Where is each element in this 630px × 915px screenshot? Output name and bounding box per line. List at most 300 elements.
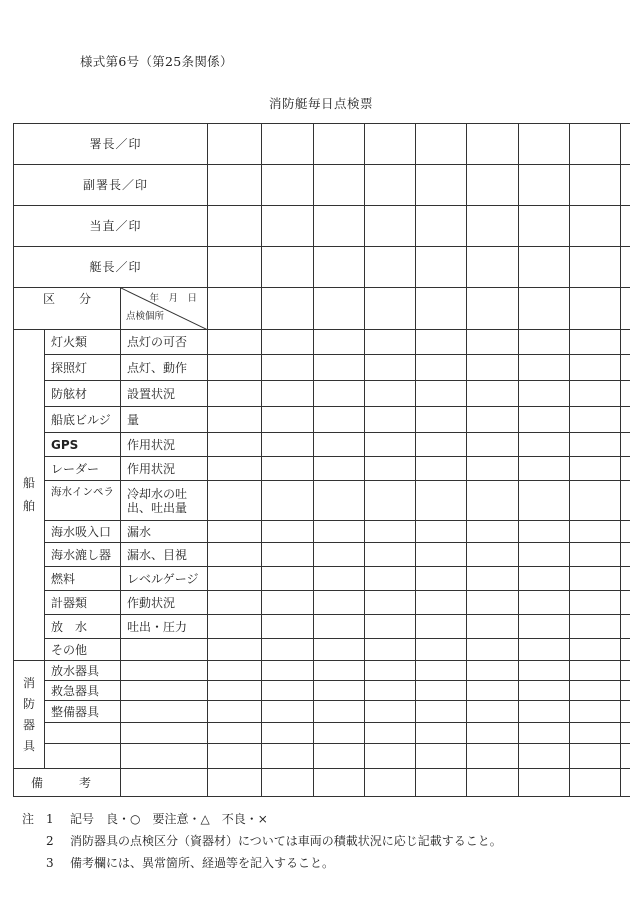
day-cell[interactable] bbox=[314, 723, 365, 744]
day-cell[interactable] bbox=[467, 639, 519, 661]
day-cell[interactable] bbox=[416, 433, 467, 457]
day-cell[interactable] bbox=[570, 701, 621, 723]
day-cell[interactable] bbox=[570, 381, 621, 407]
day-cell[interactable] bbox=[519, 744, 570, 769]
equipment-item-row bbox=[14, 744, 630, 769]
day-cell[interactable] bbox=[365, 567, 416, 591]
day-cell[interactable] bbox=[365, 381, 416, 407]
day-cell[interactable] bbox=[621, 744, 630, 769]
remarks-cell[interactable] bbox=[121, 769, 208, 797]
day-cell[interactable] bbox=[314, 206, 365, 247]
day-cell[interactable] bbox=[262, 701, 314, 723]
check-point: 点灯の可否 bbox=[121, 330, 208, 355]
day-cell[interactable] bbox=[262, 723, 314, 744]
ship-item-row bbox=[14, 381, 630, 407]
day-cell[interactable] bbox=[519, 165, 570, 206]
day-cell[interactable] bbox=[365, 330, 416, 355]
day-cell[interactable] bbox=[208, 355, 262, 381]
day-cell[interactable] bbox=[314, 381, 365, 407]
day-cell[interactable] bbox=[519, 521, 570, 543]
day-cell[interactable] bbox=[416, 543, 467, 567]
notes bbox=[22, 808, 502, 874]
day-cell[interactable] bbox=[570, 591, 621, 615]
day-cell[interactable] bbox=[416, 381, 467, 407]
day-cell[interactable] bbox=[621, 288, 630, 330]
day-cell[interactable] bbox=[416, 206, 467, 247]
ship-item-row bbox=[14, 407, 630, 433]
day-cell[interactable] bbox=[519, 701, 570, 723]
note-row bbox=[22, 852, 502, 874]
section-equipment bbox=[14, 661, 45, 769]
day-cell[interactable] bbox=[314, 615, 365, 639]
day-cell[interactable] bbox=[467, 567, 519, 591]
approver-label-text: 副署長／印 bbox=[83, 178, 149, 192]
day-cell[interactable] bbox=[262, 330, 314, 355]
day-cell[interactable] bbox=[208, 206, 262, 247]
ship-item-row bbox=[14, 521, 630, 543]
day-cell[interactable] bbox=[519, 124, 570, 165]
day-cell[interactable] bbox=[467, 206, 519, 247]
check-point: 漏水 bbox=[121, 521, 208, 543]
day-cell[interactable] bbox=[519, 661, 570, 681]
document-title: 消防艇毎日点検票 bbox=[268, 96, 373, 111]
section-ship bbox=[14, 330, 45, 661]
day-cell[interactable] bbox=[208, 381, 262, 407]
day-cell[interactable] bbox=[208, 247, 262, 288]
day-cell[interactable] bbox=[519, 769, 570, 797]
day-cell[interactable] bbox=[519, 247, 570, 288]
day-cell[interactable] bbox=[416, 481, 467, 521]
day-cell[interactable] bbox=[570, 639, 621, 661]
approval-row bbox=[14, 206, 630, 247]
day-cell[interactable] bbox=[467, 521, 519, 543]
location-header: 点検個所 bbox=[126, 311, 165, 322]
day-cell[interactable] bbox=[262, 288, 314, 330]
day-cell[interactable] bbox=[416, 288, 467, 330]
check-point: 作用状況 bbox=[121, 433, 208, 457]
day-cell[interactable] bbox=[365, 124, 416, 165]
day-cell[interactable] bbox=[467, 543, 519, 567]
day-cell[interactable] bbox=[365, 433, 416, 457]
day-cell[interactable] bbox=[365, 457, 416, 481]
day-cell[interactable] bbox=[314, 433, 365, 457]
day-cell[interactable] bbox=[467, 330, 519, 355]
day-cell[interactable] bbox=[208, 165, 262, 206]
day-cell[interactable] bbox=[621, 615, 630, 639]
approver-label bbox=[14, 124, 208, 165]
day-cell[interactable] bbox=[416, 615, 467, 639]
day-cell[interactable] bbox=[519, 615, 570, 639]
day-cell[interactable] bbox=[208, 457, 262, 481]
day-cell[interactable] bbox=[314, 639, 365, 661]
day-cell[interactable] bbox=[314, 681, 365, 701]
note-text: 消防器具の点検区分（資器材）については車両の積載状況に応じ記載すること。 bbox=[70, 834, 502, 848]
day-cell[interactable] bbox=[570, 661, 621, 681]
section-ship-label bbox=[23, 472, 35, 518]
day-cell[interactable] bbox=[621, 661, 630, 681]
approver-label bbox=[14, 165, 208, 206]
day-cell[interactable] bbox=[467, 701, 519, 723]
kubun-label bbox=[14, 288, 121, 330]
note-row bbox=[22, 830, 502, 852]
day-cell[interactable] bbox=[519, 639, 570, 661]
equipment-name: 救急器具 bbox=[45, 681, 121, 701]
section-char: 器 bbox=[22, 717, 35, 732]
note-number: 1 bbox=[46, 812, 54, 826]
day-cell[interactable] bbox=[467, 591, 519, 615]
day-cell[interactable] bbox=[416, 744, 467, 769]
day-cell[interactable] bbox=[416, 124, 467, 165]
day-cell[interactable] bbox=[570, 744, 621, 769]
item-name: 灯火類 bbox=[45, 330, 121, 355]
day-cell[interactable] bbox=[621, 591, 630, 615]
day-cell[interactable] bbox=[570, 567, 621, 591]
day-cell[interactable] bbox=[467, 165, 519, 206]
ship-item-row bbox=[14, 433, 630, 457]
day-cell[interactable] bbox=[570, 681, 621, 701]
day-cell[interactable] bbox=[365, 355, 416, 381]
day-cell[interactable] bbox=[416, 723, 467, 744]
day-cell[interactable] bbox=[467, 407, 519, 433]
day-cell[interactable] bbox=[621, 723, 630, 744]
day-cell[interactable] bbox=[208, 681, 262, 701]
day-cell[interactable] bbox=[467, 457, 519, 481]
notes-label: 注 bbox=[22, 812, 35, 826]
day-cell[interactable] bbox=[208, 723, 262, 744]
note-number: 3 bbox=[46, 856, 54, 870]
day-cell[interactable] bbox=[365, 543, 416, 567]
day-cell[interactable] bbox=[262, 381, 314, 407]
equipment-item-row bbox=[14, 681, 630, 701]
day-cell[interactable] bbox=[570, 124, 621, 165]
section-equipment-label bbox=[23, 673, 35, 757]
ship-item-row bbox=[14, 591, 630, 615]
check-point: 漏水、目視 bbox=[121, 543, 208, 567]
item-name: 海水吸入口 bbox=[45, 521, 121, 543]
day-cell[interactable] bbox=[314, 521, 365, 543]
day-cell[interactable] bbox=[570, 521, 621, 543]
day-cell[interactable] bbox=[262, 661, 314, 681]
check-point: 冷却水の吐出、吐出量 bbox=[121, 481, 208, 521]
day-cell[interactable] bbox=[262, 433, 314, 457]
check-point: 設置状況 bbox=[121, 381, 208, 407]
day-cell[interactable] bbox=[467, 355, 519, 381]
day-cell[interactable] bbox=[208, 433, 262, 457]
day-cell[interactable] bbox=[262, 521, 314, 543]
item-name: 船底ビルジ bbox=[45, 407, 121, 433]
day-cell[interactable] bbox=[519, 481, 570, 521]
day-cell[interactable] bbox=[519, 288, 570, 330]
day-cell[interactable] bbox=[262, 567, 314, 591]
check-point: レベルゲージ bbox=[121, 567, 208, 591]
day-cell[interactable] bbox=[621, 769, 630, 797]
note-number: 2 bbox=[46, 834, 54, 848]
day-cell[interactable] bbox=[467, 744, 519, 769]
item-name: 燃料 bbox=[45, 567, 121, 591]
equipment-name bbox=[45, 744, 121, 769]
day-cell[interactable] bbox=[570, 543, 621, 567]
day-cell[interactable] bbox=[416, 330, 467, 355]
day-cell[interactable] bbox=[467, 661, 519, 681]
day-cell[interactable] bbox=[365, 661, 416, 681]
section-char: 舶 bbox=[22, 499, 35, 513]
day-cell[interactable] bbox=[416, 639, 467, 661]
item-name: 計器類 bbox=[45, 591, 121, 615]
ship-item-row bbox=[14, 543, 630, 567]
day-cell[interactable] bbox=[519, 407, 570, 433]
day-cell[interactable] bbox=[365, 165, 416, 206]
day-cell[interactable] bbox=[262, 407, 314, 433]
day-cell[interactable] bbox=[621, 206, 630, 247]
day-cell[interactable] bbox=[570, 723, 621, 744]
day-cell[interactable] bbox=[570, 330, 621, 355]
kubun-header-row bbox=[14, 288, 630, 330]
day-cell[interactable] bbox=[365, 407, 416, 433]
day-cell[interactable] bbox=[262, 124, 314, 165]
day-cell[interactable] bbox=[365, 723, 416, 744]
day-cell[interactable] bbox=[519, 543, 570, 567]
approval-row bbox=[14, 124, 630, 165]
day-cell[interactable] bbox=[262, 543, 314, 567]
day-cell[interactable] bbox=[314, 591, 365, 615]
day-cell[interactable] bbox=[570, 481, 621, 521]
day-cell[interactable] bbox=[416, 355, 467, 381]
approver-label bbox=[14, 206, 208, 247]
day-cell[interactable] bbox=[621, 355, 630, 381]
check-point: 量 bbox=[121, 407, 208, 433]
day-cell[interactable] bbox=[570, 407, 621, 433]
note-text: 備考欄には、異常箇所、経過等を記入すること。 bbox=[70, 856, 335, 870]
approver-label bbox=[14, 247, 208, 288]
day-cell[interactable] bbox=[208, 591, 262, 615]
day-cell[interactable] bbox=[416, 407, 467, 433]
day-cell[interactable] bbox=[314, 567, 365, 591]
day-cell[interactable] bbox=[365, 681, 416, 701]
day-cell[interactable] bbox=[519, 567, 570, 591]
day-cell[interactable] bbox=[314, 124, 365, 165]
inspection-table bbox=[13, 123, 630, 797]
day-cell[interactable] bbox=[314, 457, 365, 481]
day-cell[interactable] bbox=[621, 701, 630, 723]
day-cell[interactable] bbox=[262, 681, 314, 701]
day-cell[interactable] bbox=[570, 288, 621, 330]
approver-label-text: 艇長／印 bbox=[89, 260, 142, 274]
day-cell[interactable] bbox=[208, 744, 262, 769]
day-cell[interactable] bbox=[570, 457, 621, 481]
day-cell[interactable] bbox=[519, 355, 570, 381]
day-cell[interactable] bbox=[208, 407, 262, 433]
day-cell[interactable] bbox=[365, 615, 416, 639]
day-cell[interactable] bbox=[621, 247, 630, 288]
day-cell[interactable] bbox=[416, 701, 467, 723]
item-name: GPS bbox=[45, 433, 121, 457]
day-cell[interactable] bbox=[314, 769, 365, 797]
day-cell[interactable] bbox=[208, 769, 262, 797]
day-cell[interactable] bbox=[365, 288, 416, 330]
day-cell[interactable] bbox=[208, 567, 262, 591]
day-cell[interactable] bbox=[208, 330, 262, 355]
day-cell[interactable] bbox=[262, 769, 314, 797]
day-cell[interactable] bbox=[621, 481, 630, 521]
day-cell[interactable] bbox=[621, 639, 630, 661]
form-number: 様式第6号（第25条関係） bbox=[80, 54, 233, 69]
day-cell[interactable] bbox=[208, 521, 262, 543]
ship-item-row bbox=[14, 457, 630, 481]
day-cell[interactable] bbox=[467, 433, 519, 457]
day-cell[interactable] bbox=[621, 165, 630, 206]
ship-item-row bbox=[14, 567, 630, 591]
day-cell[interactable] bbox=[208, 701, 262, 723]
day-cell[interactable] bbox=[314, 543, 365, 567]
day-cell[interactable] bbox=[621, 124, 630, 165]
day-cell[interactable] bbox=[570, 433, 621, 457]
day-cell[interactable] bbox=[262, 639, 314, 661]
day-cell[interactable] bbox=[314, 481, 365, 521]
day-cell[interactable] bbox=[314, 330, 365, 355]
day-cell[interactable] bbox=[416, 591, 467, 615]
item-name: 放 水 bbox=[45, 615, 121, 639]
day-cell[interactable] bbox=[262, 165, 314, 206]
day-cell[interactable] bbox=[365, 769, 416, 797]
check-point: 作動状況 bbox=[121, 591, 208, 615]
day-cell[interactable] bbox=[621, 433, 630, 457]
day-cell[interactable] bbox=[467, 723, 519, 744]
day-cell[interactable] bbox=[570, 165, 621, 206]
day-cell[interactable] bbox=[314, 661, 365, 681]
approval-row bbox=[14, 165, 630, 206]
date-location-header bbox=[121, 288, 208, 330]
day-cell[interactable] bbox=[208, 543, 262, 567]
day-cell[interactable] bbox=[416, 165, 467, 206]
day-cell[interactable] bbox=[314, 247, 365, 288]
day-cell[interactable] bbox=[467, 288, 519, 330]
day-cell[interactable] bbox=[570, 247, 621, 288]
day-cell[interactable] bbox=[208, 615, 262, 639]
day-cell[interactable] bbox=[519, 723, 570, 744]
day-cell[interactable] bbox=[621, 543, 630, 567]
day-cell[interactable] bbox=[570, 355, 621, 381]
day-cell[interactable] bbox=[519, 591, 570, 615]
day-cell[interactable] bbox=[314, 165, 365, 206]
section-char: 具 bbox=[22, 738, 35, 753]
day-cell[interactable] bbox=[262, 206, 314, 247]
day-cell[interactable] bbox=[621, 457, 630, 481]
item-name: その他 bbox=[45, 639, 121, 661]
day-cell[interactable] bbox=[467, 247, 519, 288]
day-cell[interactable] bbox=[208, 481, 262, 521]
equipment-name bbox=[45, 723, 121, 744]
day-cell[interactable] bbox=[416, 521, 467, 543]
section-char: 消 bbox=[22, 675, 35, 690]
day-cell[interactable] bbox=[621, 330, 630, 355]
section-char: 防 bbox=[22, 696, 35, 711]
equipment-name: 放水器具 bbox=[45, 661, 121, 681]
day-cell[interactable] bbox=[314, 355, 365, 381]
day-cell[interactable] bbox=[365, 481, 416, 521]
day-cell[interactable] bbox=[519, 433, 570, 457]
day-cell[interactable] bbox=[262, 615, 314, 639]
day-cell[interactable] bbox=[519, 381, 570, 407]
day-cell[interactable] bbox=[314, 407, 365, 433]
day-cell[interactable] bbox=[621, 381, 630, 407]
day-cell[interactable] bbox=[416, 247, 467, 288]
day-cell[interactable] bbox=[519, 681, 570, 701]
day-cell[interactable] bbox=[467, 381, 519, 407]
day-cell[interactable] bbox=[416, 661, 467, 681]
day-cell[interactable] bbox=[467, 124, 519, 165]
check-point bbox=[121, 681, 208, 701]
ship-item-row bbox=[14, 639, 630, 661]
day-cell[interactable] bbox=[262, 457, 314, 481]
check-point bbox=[121, 639, 208, 661]
day-cell[interactable] bbox=[365, 206, 416, 247]
day-cell[interactable] bbox=[519, 330, 570, 355]
check-point: 作用状況 bbox=[121, 457, 208, 481]
day-cell[interactable] bbox=[208, 661, 262, 681]
remarks-row bbox=[14, 769, 630, 797]
day-cell[interactable] bbox=[570, 206, 621, 247]
day-cell[interactable] bbox=[416, 567, 467, 591]
day-cell[interactable] bbox=[365, 521, 416, 543]
day-cell[interactable] bbox=[365, 639, 416, 661]
day-cell[interactable] bbox=[262, 481, 314, 521]
day-cell[interactable] bbox=[570, 615, 621, 639]
day-cell[interactable] bbox=[262, 247, 314, 288]
check-point bbox=[121, 701, 208, 723]
day-cell[interactable] bbox=[621, 521, 630, 543]
equipment-name: 整備器具 bbox=[45, 701, 121, 723]
day-cell[interactable] bbox=[365, 744, 416, 769]
day-cell[interactable] bbox=[467, 615, 519, 639]
day-cell[interactable] bbox=[416, 681, 467, 701]
check-point bbox=[121, 744, 208, 769]
item-name: 海水インペラ bbox=[45, 481, 121, 521]
day-cell[interactable] bbox=[365, 701, 416, 723]
day-cell[interactable] bbox=[467, 681, 519, 701]
day-cell[interactable] bbox=[208, 288, 262, 330]
check-point bbox=[121, 661, 208, 681]
day-cell[interactable] bbox=[208, 124, 262, 165]
day-cell[interactable] bbox=[621, 681, 630, 701]
day-cell[interactable] bbox=[570, 769, 621, 797]
day-cell[interactable] bbox=[519, 457, 570, 481]
day-cell[interactable] bbox=[621, 567, 630, 591]
day-cell[interactable] bbox=[519, 206, 570, 247]
approver-label-text: 署長／印 bbox=[89, 137, 142, 151]
day-cell[interactable] bbox=[262, 355, 314, 381]
day-cell[interactable] bbox=[208, 639, 262, 661]
day-cell[interactable] bbox=[416, 457, 467, 481]
remarks-label: 備 考 bbox=[14, 769, 121, 797]
day-cell[interactable] bbox=[621, 407, 630, 433]
day-cell[interactable] bbox=[467, 769, 519, 797]
day-cell[interactable] bbox=[467, 481, 519, 521]
day-cell[interactable] bbox=[416, 769, 467, 797]
day-cell[interactable] bbox=[262, 744, 314, 769]
equipment-item-row bbox=[14, 723, 630, 744]
date-header: 年 月 日 bbox=[149, 293, 198, 304]
day-cell[interactable] bbox=[365, 591, 416, 615]
day-cell[interactable] bbox=[365, 247, 416, 288]
check-point: 吐出・圧力 bbox=[121, 615, 208, 639]
day-cell[interactable] bbox=[314, 288, 365, 330]
day-cell[interactable] bbox=[262, 591, 314, 615]
day-cell[interactable] bbox=[314, 701, 365, 723]
ship-item-row bbox=[14, 481, 630, 521]
equipment-item-row bbox=[14, 661, 630, 681]
day-cell[interactable] bbox=[314, 744, 365, 769]
section-char: 船 bbox=[22, 476, 35, 490]
